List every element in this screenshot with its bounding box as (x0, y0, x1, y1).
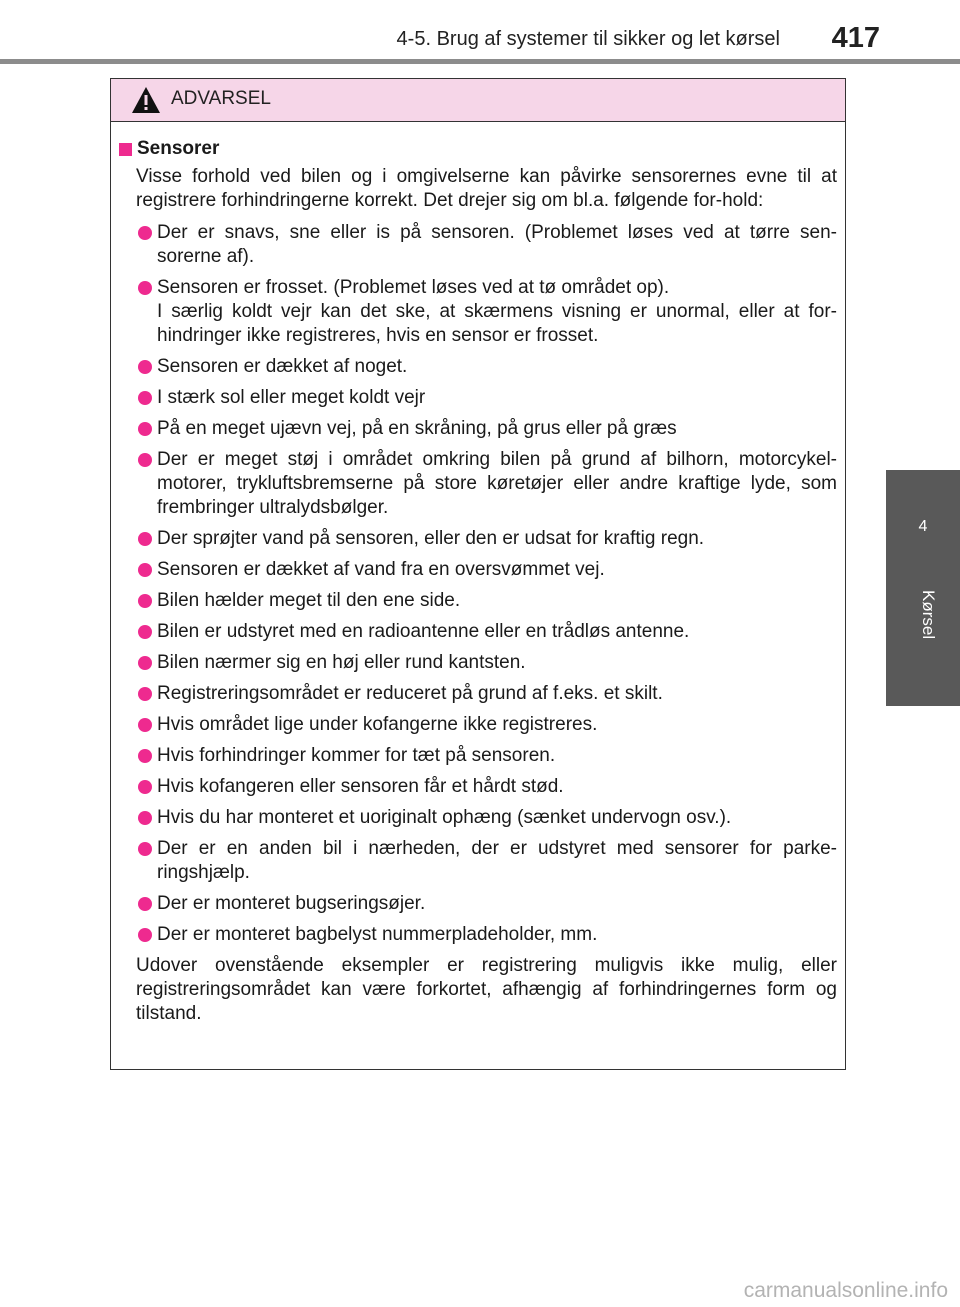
list-item-text: Bilen er udstyret med en radioantenne eller en trådløs antenne. (157, 621, 690, 642)
square-bullet-icon (119, 143, 132, 156)
circle-bullet-icon (138, 842, 152, 856)
list-item-text: Der er en anden bil i nærheden, der er udstyret med sensorer for parke-ringshjælp. (157, 838, 837, 883)
list-item-text: Registreringsområdet er reduceret på grund af f.eks. et skilt. (157, 683, 663, 704)
list-item-text: Hvis kofangeren eller sensoren får et hårdt stød. (157, 776, 564, 797)
circle-bullet-icon (138, 811, 152, 825)
list-item-text: Hvis området lige under kofangerne ikke registreres. (157, 714, 598, 735)
list-item-text: Der er monteret bugseringsøjer. (157, 893, 426, 914)
list-item (119, 386, 837, 410)
warning-header (111, 79, 845, 122)
list-item-text: Der er meget støj i området omkring bilen på grund af bilhorn, motorcykel-motorer, trykluftsbremserne på store køretøjer eller andre kraftige lyde, som frembringer ultralydsbølger. (157, 449, 837, 518)
circle-bullet-icon (138, 422, 152, 436)
list-item (119, 417, 837, 441)
chapter-number: 4 (918, 518, 928, 535)
list-item (119, 713, 837, 737)
circle-bullet-icon (138, 687, 152, 701)
circle-bullet-icon (138, 563, 152, 577)
list-item-text: Hvis forhindringer kommer for tæt på sensoren. (157, 745, 556, 766)
warning-body (111, 123, 845, 1026)
circle-bullet-icon (138, 532, 152, 546)
circle-bullet-icon (138, 897, 152, 911)
circle-bullet-icon (138, 226, 152, 240)
list-item (119, 448, 837, 520)
list-item (119, 620, 837, 644)
circle-bullet-icon (138, 360, 152, 374)
chapter-label: Kørsel (919, 590, 938, 640)
circle-bullet-icon (138, 391, 152, 405)
list-item-text: Der sprøjter vand på sensoren, eller den er udsat for kraftig regn. (157, 528, 705, 549)
list-item-text: Bilen nærmer sig en høj eller rund kantsten. (157, 652, 526, 673)
list-item-text: Der er monteret bagbelyst nummerpladeholder, mm. (157, 924, 598, 945)
chapter-tab (886, 470, 960, 706)
circle-bullet-icon (138, 718, 152, 732)
header-divider (0, 59, 960, 64)
circle-bullet-icon (138, 625, 152, 639)
warning-triangle-icon (131, 85, 161, 115)
list-item-text: Hvis du har monteret et uoriginalt ophæng (sænket undervogn osv.). (157, 807, 732, 828)
page-number: 417 (831, 22, 880, 54)
list-item (119, 276, 837, 348)
section-heading-text: Sensorer (137, 138, 220, 159)
list-item-text: Sensoren er dækket af vand fra en oversvømmet vej. (157, 559, 605, 580)
list-item-text: Sensoren er frosset. (Problemet løses ved at tø området op). (157, 277, 670, 298)
circle-bullet-icon (138, 656, 152, 670)
list-item (119, 806, 837, 830)
circle-bullet-icon (138, 749, 152, 763)
closing-paragraph: Udover ovenstående eksempler er registrering muligvis ikke mulig, eller registreringsområdet kan være forkortet, afhængig af forhindringernes form og tilstand. (136, 955, 837, 1024)
list-item (119, 558, 837, 582)
list-item (119, 589, 837, 613)
condition-list (119, 221, 837, 947)
list-item (119, 775, 837, 799)
warning-box (110, 78, 846, 1070)
circle-bullet-icon (138, 928, 152, 942)
circle-bullet-icon (138, 594, 152, 608)
circle-bullet-icon (138, 281, 152, 295)
warning-title: ADVARSEL (171, 88, 271, 109)
list-item (119, 355, 837, 379)
section-heading (119, 137, 837, 161)
intro-paragraph: Visse forhold ved bilen og i omgivelserne kan påvirke sensorernes evne til at registrere forhindringerne korrekt. Det drejer sig om bl.a. følgende for-hold: (136, 166, 837, 211)
watermark: carmanualsonline.info (743, 1279, 948, 1302)
list-item (119, 682, 837, 706)
list-item (119, 651, 837, 675)
list-item-text: Bilen hælder meget til den ene side. (157, 590, 461, 611)
list-item (119, 744, 837, 768)
list-item-text: I stærk sol eller meget koldt vejr (157, 387, 426, 408)
list-item (119, 527, 837, 551)
list-item-text: Sensoren er dækket af noget. (157, 356, 408, 377)
section-title: 4-5. Brug af systemer til sikker og let kørsel (396, 28, 780, 50)
list-item (119, 892, 837, 916)
list-item (119, 837, 837, 885)
circle-bullet-icon (138, 453, 152, 467)
list-item (119, 221, 837, 269)
circle-bullet-icon (138, 780, 152, 794)
list-item (119, 923, 837, 947)
list-item-text: På en meget ujævn vej, på en skråning, på grus eller på græs (157, 418, 677, 439)
list-item-text: I særlig koldt vejr kan det ske, at skærmens visning er unormal, eller at for-hindringer ikke registreres, hvis en sensor er frosset. (157, 301, 837, 346)
list-item-text: Der er snavs, sne eller is på sensoren. (Problemet løses ved at tørre sen-sorerne af). (157, 222, 837, 267)
